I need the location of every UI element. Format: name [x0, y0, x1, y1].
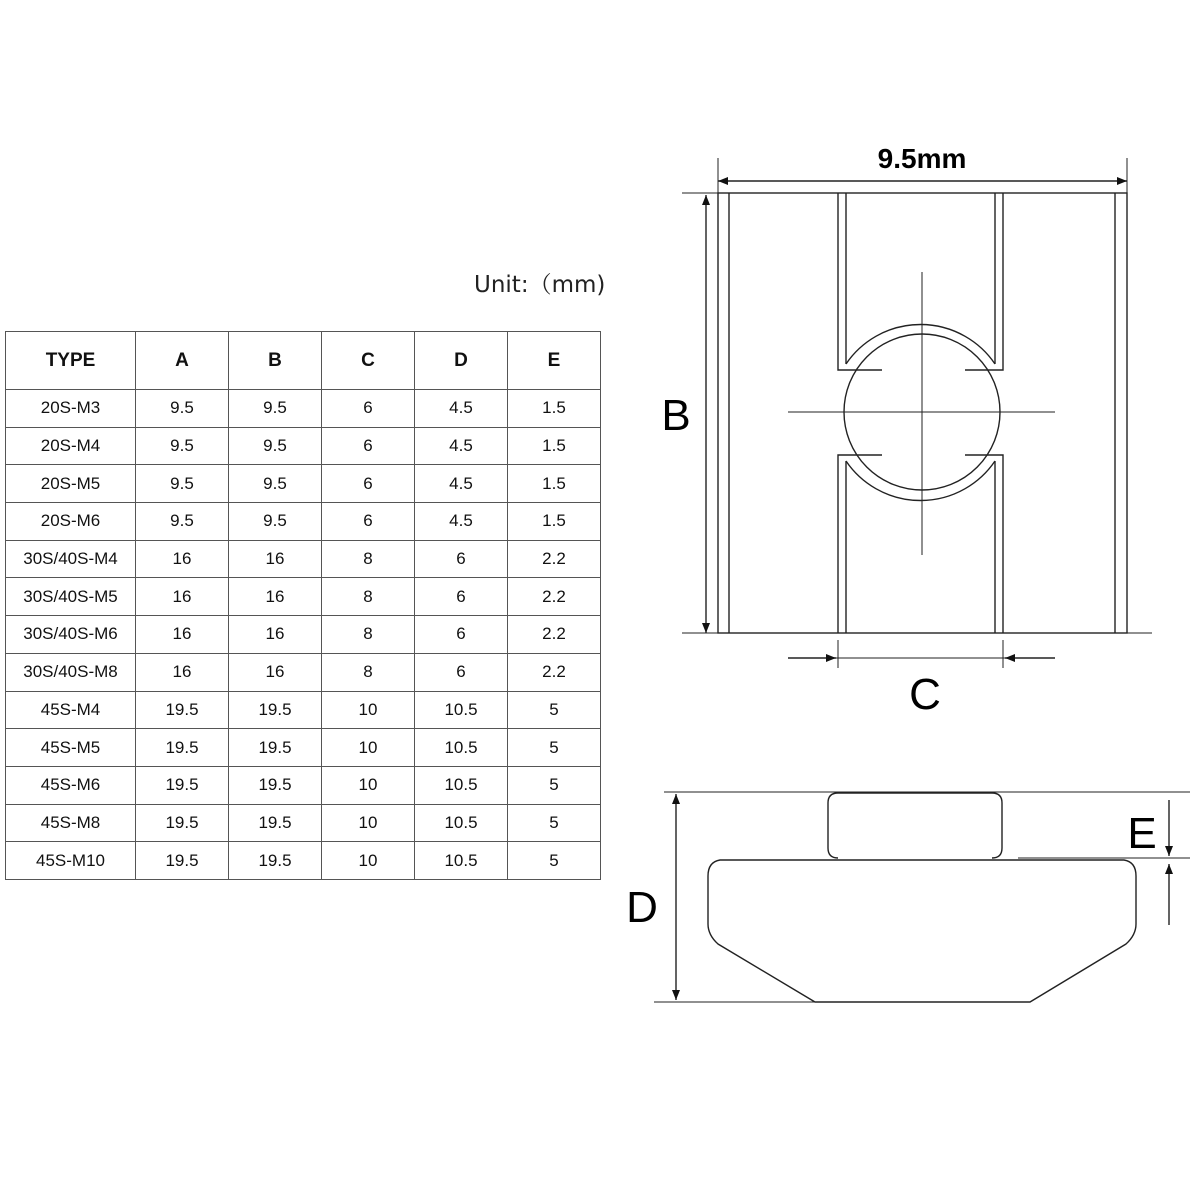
- header-type: TYPE: [6, 332, 136, 390]
- table-cell-c: 6: [322, 465, 415, 503]
- table-cell-b: 19.5: [229, 729, 322, 767]
- table-cell-c: 10: [322, 691, 415, 729]
- table-cell-d: 6: [415, 578, 508, 616]
- table-cell-d: 10.5: [415, 691, 508, 729]
- table-cell-a: 9.5: [136, 465, 229, 503]
- table-cell-e: 1.5: [508, 427, 601, 465]
- table-cell-a: 19.5: [136, 729, 229, 767]
- table-cell-b: 9.5: [229, 503, 322, 541]
- top-view: [682, 158, 1152, 668]
- table-cell-d: 4.5: [415, 390, 508, 428]
- table-cell-c: 8: [322, 653, 415, 691]
- table-cell-e: 5: [508, 804, 601, 842]
- table-cell-c: 10: [322, 804, 415, 842]
- table-cell-d: 10.5: [415, 729, 508, 767]
- table-cell-a: 16: [136, 540, 229, 578]
- table-cell-a: 16: [136, 616, 229, 654]
- table-cell-a: 9.5: [136, 503, 229, 541]
- table-cell-e: 5: [508, 729, 601, 767]
- slot-label: C: [909, 670, 941, 719]
- depth-label: D: [626, 883, 658, 932]
- header-c: C: [322, 332, 415, 390]
- step-label: E: [1127, 809, 1157, 858]
- table-cell-c: 6: [322, 390, 415, 428]
- table-cell-e: 1.5: [508, 465, 601, 503]
- table-cell-type: 30S/40S-M8: [6, 653, 136, 691]
- table-cell-a: 19.5: [136, 842, 229, 880]
- table-cell-a: 9.5: [136, 427, 229, 465]
- table-cell-type: 45S-M6: [6, 766, 136, 804]
- table-cell-type: 45S-M5: [6, 729, 136, 767]
- table-cell-e: 2.2: [508, 653, 601, 691]
- side-view: [654, 792, 1190, 1002]
- table-cell-c: 10: [322, 766, 415, 804]
- table-cell-d: 6: [415, 540, 508, 578]
- table-cell-b: 9.5: [229, 427, 322, 465]
- table-cell-d: 4.5: [415, 465, 508, 503]
- table-cell-e: 2.2: [508, 578, 601, 616]
- table-cell-a: 19.5: [136, 804, 229, 842]
- table-cell-b: 19.5: [229, 766, 322, 804]
- table-cell-b: 19.5: [229, 842, 322, 880]
- header-a: A: [136, 332, 229, 390]
- table-cell-e: 5: [508, 691, 601, 729]
- table-cell-d: 4.5: [415, 503, 508, 541]
- table-cell-b: 16: [229, 540, 322, 578]
- table-cell-c: 8: [322, 616, 415, 654]
- table-cell-e: 2.2: [508, 540, 601, 578]
- table-cell-e: 2.2: [508, 616, 601, 654]
- table-cell-c: 6: [322, 503, 415, 541]
- table-cell-a: 19.5: [136, 691, 229, 729]
- table-cell-c: 6: [322, 427, 415, 465]
- table-cell-type: 30S/40S-M5: [6, 578, 136, 616]
- table-cell-b: 9.5: [229, 390, 322, 428]
- height-label: B: [661, 391, 691, 440]
- table-cell-b: 16: [229, 653, 322, 691]
- table-cell-b: 9.5: [229, 465, 322, 503]
- table-cell-a: 9.5: [136, 390, 229, 428]
- table-cell-d: 10.5: [415, 766, 508, 804]
- table-cell-a: 16: [136, 578, 229, 616]
- table-cell-b: 19.5: [229, 691, 322, 729]
- table-cell-type: 20S-M3: [6, 390, 136, 428]
- table-cell-type: 45S-M10: [6, 842, 136, 880]
- table-cell-type: 45S-M4: [6, 691, 136, 729]
- unit-label: Unit:（mm): [474, 272, 606, 298]
- table-cell-a: 16: [136, 653, 229, 691]
- table-cell-type: 20S-M4: [6, 427, 136, 465]
- header-b: B: [229, 332, 322, 390]
- table-cell-c: 8: [322, 540, 415, 578]
- header-e: E: [508, 332, 601, 390]
- table-cell-e: 1.5: [508, 390, 601, 428]
- header-d: D: [415, 332, 508, 390]
- table-cell-d: 10.5: [415, 804, 508, 842]
- table-cell-c: 10: [322, 729, 415, 767]
- table-cell-e: 5: [508, 842, 601, 880]
- table-cell-d: 4.5: [415, 427, 508, 465]
- table-cell-e: 5: [508, 766, 601, 804]
- table-cell-type: 20S-M5: [6, 465, 136, 503]
- nut-boss: [828, 793, 1002, 858]
- table-cell-type: 45S-M8: [6, 804, 136, 842]
- table-cell-type: 30S/40S-M4: [6, 540, 136, 578]
- table-cell-d: 6: [415, 616, 508, 654]
- table-cell-c: 10: [322, 842, 415, 880]
- table-cell-b: 19.5: [229, 804, 322, 842]
- width-label: 9.5mm: [877, 143, 967, 174]
- table-cell-d: 6: [415, 653, 508, 691]
- table-cell-b: 16: [229, 578, 322, 616]
- table-cell-e: 1.5: [508, 503, 601, 541]
- table-cell-b: 16: [229, 616, 322, 654]
- table-cell-d: 10.5: [415, 842, 508, 880]
- table-cell-a: 19.5: [136, 766, 229, 804]
- table-cell-type: 30S/40S-M6: [6, 616, 136, 654]
- nut-base: [708, 860, 1136, 1002]
- table-cell-c: 8: [322, 578, 415, 616]
- table-cell-type: 20S-M6: [6, 503, 136, 541]
